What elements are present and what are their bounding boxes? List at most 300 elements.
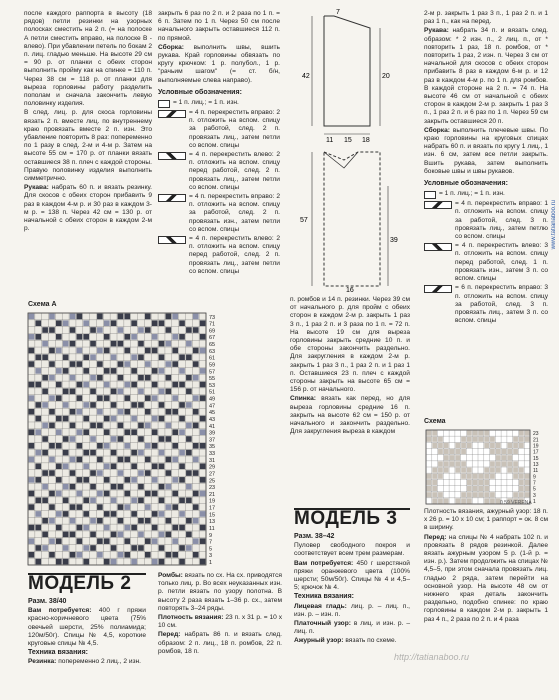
schema-a-cell <box>35 511 41 517</box>
schema-a-cell <box>63 463 69 469</box>
schema-b-cell <box>479 437 484 442</box>
schema-a-cell <box>124 361 130 367</box>
schema-a-cell <box>90 423 96 429</box>
schema-b-cell <box>467 486 472 491</box>
lic-label: Лицевая гладь: <box>294 602 347 610</box>
schema-a-cell <box>118 361 124 367</box>
schema-a-cell <box>56 463 62 469</box>
schema-a-cell <box>42 436 48 442</box>
schema-a-cell <box>70 518 76 524</box>
schema-b-cell <box>432 443 437 448</box>
schema-b-cell <box>455 455 460 460</box>
schema-a-cell <box>124 334 130 340</box>
schema-a-cell <box>90 497 96 503</box>
schema-a-cell <box>131 450 137 456</box>
corner-mark: www.tatianaboo.ru <box>551 200 557 250</box>
schema-a-cell <box>159 320 165 326</box>
schema-a-cell <box>77 409 83 415</box>
schema-b-cell <box>490 498 495 503</box>
schema-a-row-label: 37 <box>209 437 216 444</box>
schema-b-row-label: 11 <box>533 468 539 475</box>
schema-a-cell <box>118 389 124 395</box>
schema-a-cell <box>166 341 172 347</box>
schema-a-cell <box>63 450 69 456</box>
col4-legend-row <box>424 190 548 199</box>
schema-a-cell <box>111 511 117 517</box>
schema-a-cell <box>83 354 89 360</box>
schema-b-cell <box>461 461 466 466</box>
schema-a-cell <box>35 450 41 456</box>
schema-a-cell <box>131 368 137 374</box>
schema-a-cell <box>77 525 83 531</box>
model-2-title: МОДЕЛЬ 2 <box>28 573 132 594</box>
schema-a-cell <box>111 416 117 422</box>
schema-a-row-label: 17 <box>209 505 216 512</box>
schema-a-cell <box>138 470 144 476</box>
schema-a-cell <box>111 463 117 469</box>
schema-a-row-label: 73 <box>209 314 216 321</box>
schema-a-cell <box>49 552 55 558</box>
schema-a-cell <box>56 348 62 354</box>
schema-a-cell <box>90 470 96 476</box>
schema-b-cell <box>519 437 524 442</box>
col4-legend-title: Условные обозначения: <box>424 180 508 188</box>
schema-a-cell <box>159 402 165 408</box>
col2-legend-row <box>158 151 280 192</box>
schema-b-cell <box>513 437 518 442</box>
schema-b-cell <box>432 437 437 442</box>
schema-a-cell <box>131 354 137 360</box>
schema-a-cell <box>83 402 89 408</box>
schema-a-cell <box>186 532 192 538</box>
col2-legend-row <box>158 99 280 108</box>
schema-a-cell <box>145 443 151 449</box>
schema-b-cell <box>444 443 449 448</box>
schema-a-cell <box>42 402 48 408</box>
schema-a-cell <box>179 525 185 531</box>
schema-a-row-label: 27 <box>209 471 216 478</box>
schema-a-cell <box>172 382 178 388</box>
schema-a-cell <box>104 525 110 531</box>
schema-a-cell <box>152 511 158 517</box>
schema-a-cell <box>77 491 83 497</box>
schema-a-row-label: 1 <box>209 560 213 566</box>
schema-a-cell <box>70 327 76 333</box>
schema-a-cell <box>138 497 144 503</box>
schema-b-cell <box>450 455 455 460</box>
schema-a-cell <box>104 368 110 374</box>
schema-a-cell <box>131 511 137 517</box>
schema-a-cell <box>179 354 185 360</box>
schema-b-cell <box>473 480 478 485</box>
schema-b-cell <box>467 437 472 442</box>
schema-a-cell <box>124 491 130 497</box>
col4-legend-text: = 1 п. лиц.; = 1 п. изн. <box>439 190 505 198</box>
schema-a-cell <box>97 395 103 401</box>
schema-a-cell <box>200 416 206 422</box>
schema-a-cell <box>63 497 69 503</box>
schema-b-cell <box>461 492 466 497</box>
schema-a-cell <box>111 532 117 538</box>
schema-a-cell <box>104 443 110 449</box>
schema-a-cell <box>56 395 62 401</box>
schema-a-row-label: 15 <box>209 512 216 519</box>
schema-b-cell <box>490 461 495 466</box>
col4-sborka-label: Сборка: <box>424 126 450 134</box>
schema-a-cell <box>172 477 178 483</box>
schema-a-cell <box>166 327 172 333</box>
column-2 <box>158 10 280 277</box>
schema-b-cell <box>525 431 530 436</box>
schema-b-row-label: 17 <box>533 449 539 456</box>
schema-a-cell <box>70 375 76 381</box>
rukava-label: Рукава: <box>24 184 49 192</box>
schema-a-cell <box>124 457 130 463</box>
schema-a-cell <box>49 423 55 429</box>
schema-a-cell <box>179 368 185 374</box>
schema-a-cell <box>200 395 206 401</box>
schema-b-cell <box>496 449 501 454</box>
schema-a-cell <box>124 552 130 558</box>
schema-a-cell <box>83 320 89 326</box>
schema-a-cell <box>56 382 62 388</box>
schema-a-cell <box>29 525 35 531</box>
col2-legend-row <box>158 109 280 150</box>
schema-a-cell <box>83 368 89 374</box>
watermark: http://tatianaboo.ru <box>394 652 470 662</box>
schema-a-cell <box>42 450 48 456</box>
sleeve-label-15: 15 <box>344 137 352 144</box>
stitch-symbol-icon <box>424 201 452 209</box>
schema-b-cell <box>467 443 472 448</box>
schema-a-cell <box>35 320 41 326</box>
schema-a-cell <box>63 320 69 326</box>
schema-a-cell <box>124 409 130 415</box>
azh-text: вязать по схеме. <box>345 637 397 645</box>
schema-a-cell <box>77 552 83 558</box>
schema-a-cell <box>42 389 48 395</box>
schema-b-row-label: 15 <box>533 455 539 462</box>
schema-a-cell <box>35 368 41 374</box>
schema-a-cell <box>124 477 130 483</box>
schema-a-cell <box>111 497 117 503</box>
schema-b-cell <box>513 443 518 448</box>
schema-a-cell <box>77 457 83 463</box>
schema-a-cell <box>152 525 158 531</box>
schema-a-cell <box>186 402 192 408</box>
schema-a-cell <box>200 320 206 326</box>
schema-a-cell <box>63 354 69 360</box>
schema-b-cell <box>507 449 512 454</box>
schema-a-cell <box>63 416 69 422</box>
col2-legend-row <box>158 235 280 276</box>
schema-a-cell <box>145 395 151 401</box>
schema-b-cell <box>496 461 501 466</box>
schema-a-cell <box>70 552 76 558</box>
schema-a-cell <box>193 314 199 320</box>
model-3-technique: Техника вязания: <box>294 593 355 601</box>
schema-a-cell <box>118 409 124 415</box>
schema-b-cell <box>455 443 460 448</box>
schema-a-cell <box>200 429 206 435</box>
schema-a-row-label: 35 <box>209 444 216 451</box>
schema-a-cell <box>193 327 199 333</box>
schema-a-cell <box>159 484 165 490</box>
schema-a-cell <box>131 497 137 503</box>
schema-a-title: Схема А <box>28 301 57 308</box>
col2-legend-text: = 1 п. лиц.; = 1 п. изн. <box>173 99 239 107</box>
schema-b-cell <box>473 492 478 497</box>
schema-a-cell <box>179 477 185 483</box>
schema-a-row-label: 31 <box>209 457 216 464</box>
schema-a-row-label: 69 <box>209 328 216 335</box>
schema-a-cell <box>118 327 124 333</box>
schema-a-row-label: 53 <box>209 382 216 389</box>
schema-b-cell <box>450 461 455 466</box>
schema-a-cell <box>111 389 117 395</box>
schema-a-cell <box>200 559 206 565</box>
schema-a-cell <box>83 545 89 551</box>
schema-b-cell <box>507 455 512 460</box>
schema-a-cell <box>90 484 96 490</box>
schema-a-cell <box>97 409 103 415</box>
sleeve-label-11: 11 <box>326 137 334 144</box>
schema-a-cell <box>49 470 55 476</box>
schema-b-cell <box>484 486 489 491</box>
schema-a-cell <box>166 470 172 476</box>
schema-a-cell <box>152 320 158 326</box>
schema-a-cell <box>42 545 48 551</box>
schema-a-cell <box>193 518 199 524</box>
schema-b-cell <box>427 474 432 479</box>
schema-a-cell <box>152 559 158 565</box>
schema-a-cell <box>29 504 35 510</box>
schema-a-cell <box>131 382 137 388</box>
schema-a-cell <box>118 375 124 381</box>
schema-a-cell <box>56 559 62 565</box>
schema-a-cell <box>29 491 35 497</box>
schema-a-cell <box>172 429 178 435</box>
schema-a-cell <box>138 450 144 456</box>
schema-b-cell <box>484 474 489 479</box>
schema-a-cell <box>77 504 83 510</box>
schema-a-cell <box>104 429 110 435</box>
schema-a-cell <box>200 538 206 544</box>
schema-a-cell <box>70 532 76 538</box>
schema-a-cell <box>172 443 178 449</box>
schema-b-cell <box>438 437 443 442</box>
schema-a-cell <box>77 314 83 320</box>
schema-a-cell <box>152 477 158 483</box>
schema-a-cell <box>118 532 124 538</box>
model-3-intro: Пуловер свободного покроя и соответствует всем трем размерам. <box>294 542 410 558</box>
schema-a-cell <box>124 395 130 401</box>
schema-a-cell <box>97 470 103 476</box>
schema-a-cell <box>56 443 62 449</box>
schema-a-cell <box>159 497 165 503</box>
schema-a-cell <box>63 436 69 442</box>
col4-rukava-label: Рукава: <box>424 27 449 35</box>
col4-rukava-text: набрать 34 п. и вязать след. образом: * 2 изн. п., 2 лиц. п., от * повторить 1 раз, 18 п. ромбов, от * повторить 1 раз, 2 изн. п. Через 3 см от начальной для скосов с обеих сторон прибавить 8 раз в каждом 6-м р. и 12 раз в каждом 4-м р. по 1 п. для ромбов. В каждой стороне на 2 п. = 74 п. На высоте 46 см от начальной с обеих сторон в каждом 2-м р. закрыть 1 раз 3 п., 1 раз 2 п. и 6 раз по 1 п. Через 59 см закрыть оставшиеся 20 п. <box>424 27 548 125</box>
schema-a-cell <box>152 429 158 435</box>
schema-a-row-label: 13 <box>209 519 216 526</box>
schema-a-row-label: 11 <box>209 525 215 532</box>
schema-b-cell <box>507 443 512 448</box>
schema-b-cell <box>438 468 443 473</box>
pattern-paragraph-1: п. ромбов и 14 п. резинки. Через 39 см от начального р. для пройм с обеих сторон в каждом 2-м р. закрыть 1 раз 3 п., 1 раз 2 п. и 3 раза по 1 п. = 72 п. На высоте 19 см для выреза горловины закрыть средние 10 п. и обе стороны закончить раздельно. Для закругления в каждом 2-м р. закрыть 1 раз 3 п., 1 раз 2 п. и 1 раз 1 п. Оставшиеся 23 п. плеч с каждой стороны закрыть на высоте 65 см = 156 р. от начального. <box>290 296 410 394</box>
schema-a-cell <box>193 552 199 558</box>
schema-a-row-label: 39 <box>209 430 216 437</box>
stitch-symbol-icon <box>424 191 436 199</box>
schema-b-cell <box>490 449 495 454</box>
schema-a-cell <box>118 436 124 442</box>
schema-a-cell <box>172 361 178 367</box>
schema-a-cell <box>70 341 76 347</box>
schema-b-cell <box>432 431 437 436</box>
schema-a-cell <box>172 504 178 510</box>
schema-b-cell <box>496 443 501 448</box>
schema-a-cell <box>104 559 110 565</box>
schema-a-cell <box>186 484 192 490</box>
schema-a-cell <box>200 477 206 483</box>
col4-pered-label: Перед: <box>424 533 447 541</box>
schema-b-cell <box>479 492 484 497</box>
schema-a-cell <box>63 559 69 565</box>
schema-a-cell <box>83 559 89 565</box>
schema-a-cell <box>152 416 158 422</box>
model-2-materials-label: Вам потребуется: <box>28 607 92 615</box>
schema-a-cell <box>111 320 117 326</box>
body-label-39: 39 <box>390 237 398 244</box>
schema-a-cell <box>179 429 185 435</box>
schema-a-cell <box>63 545 69 551</box>
schema-a-cell <box>70 484 76 490</box>
schema-b-cell <box>519 474 524 479</box>
schema-a-cell <box>166 409 172 415</box>
plat-label: Платочный узор: <box>294 620 351 628</box>
col4-legend-row <box>424 242 548 283</box>
schema-b-cell <box>427 492 432 497</box>
schema-a-cell <box>111 450 117 456</box>
schema-b-cell <box>484 431 489 436</box>
schema-b-grid <box>424 428 548 508</box>
schema-a-cell <box>111 545 117 551</box>
schema-a-cell <box>49 348 55 354</box>
schema-b-cell <box>479 431 484 436</box>
schema-a-cell <box>118 518 124 524</box>
schema-a-cell <box>145 348 151 354</box>
schema-a-cell <box>97 327 103 333</box>
schema-b-cell <box>455 449 460 454</box>
model-3-block <box>294 533 410 647</box>
schema-a-cell <box>77 443 83 449</box>
schema-a-row-label: 19 <box>209 498 216 505</box>
schema-b-cell <box>525 486 530 491</box>
schema-a-row-label: 41 <box>209 423 216 430</box>
rombi-text: вязать по сх. На сх. приводятся только лиц. р. Во всех неуказанных изн. р. петли вязать по узору полотна. В высоту 2 раза вязать 1–36 р. сх., затем повторять 3–24 ряды. <box>158 572 282 612</box>
body-label-57: 57 <box>300 217 308 224</box>
schema-a-cell <box>159 354 165 360</box>
schema-b-cell <box>438 474 443 479</box>
schema-a-cell <box>200 382 206 388</box>
schema-b-cell <box>444 455 449 460</box>
schema-a-cell <box>29 361 35 367</box>
schema-a-cell <box>179 511 185 517</box>
schema-b-cell <box>525 480 530 485</box>
schema-a-row-label: 61 <box>209 355 216 362</box>
schema-a-cell <box>77 429 83 435</box>
schema-b-cell <box>432 498 437 503</box>
schema-b-cell <box>461 498 466 503</box>
col4-density: Плотность вязания, ажурный узор: 18 п. х 26 р. = 10 х 10 см; 1 раппорт = ок. 8 см в ширину. <box>424 508 548 532</box>
schema-a-cell <box>118 484 124 490</box>
schema-a-cell <box>97 361 103 367</box>
schema-a-cell <box>166 361 172 367</box>
schema-a-cell <box>200 334 206 340</box>
schema-b-cell <box>507 468 512 473</box>
schema-a-cell <box>90 450 96 456</box>
schema-a-cell <box>35 382 41 388</box>
schema-a-cell <box>97 491 103 497</box>
schema-b-cell <box>473 431 478 436</box>
schema-b-cell <box>484 492 489 497</box>
schema-a-cell <box>111 402 117 408</box>
schema-a-cell <box>42 497 48 503</box>
schema-a-cell <box>111 341 117 347</box>
schema-a-cell <box>29 348 35 354</box>
sleeve-schematic <box>288 8 400 148</box>
stitch-symbol-icon <box>424 285 452 293</box>
col2-legend-text: = 4 п. перекрестить вправо: 2 п. отложить на вспом. спицу за работой, след. 2 п. провязать изн., затем петли со вспом. спицы <box>189 193 280 233</box>
sborka-text: выполнить швы, вшить рукава. Край горловины обвязать по кругу крючком: 1 р. полубол., 1 р. "рачьим шагом" (= ст. б/н, выполняемые слева направо). <box>158 43 280 84</box>
schema-a-cell <box>131 429 137 435</box>
schema-a-cell <box>104 491 110 497</box>
schema-a-cell <box>145 470 151 476</box>
schema-a-cell <box>179 382 185 388</box>
col4-legend-text: = 4 п. перекрестить вправо: 1 п. отложить на вспом. спицу за работой, след. 3 п. провязать лиц., затем петлю со вспом. спицы <box>455 200 548 241</box>
schema-a-cell <box>166 504 172 510</box>
schema-b-cell <box>444 498 449 503</box>
schema-a-cell <box>166 518 172 524</box>
schema-b-cell <box>461 443 466 448</box>
schema-b-cell <box>519 486 524 491</box>
schema-a-cell <box>186 450 192 456</box>
column-4-bottom <box>424 508 548 625</box>
schema-a-cell <box>42 341 48 347</box>
schema-a-cell <box>145 504 151 510</box>
schema-a-cell <box>35 525 41 531</box>
schema-a-cell <box>29 314 35 320</box>
schema-a-cell <box>97 314 103 320</box>
schema-a-cell <box>97 423 103 429</box>
rezinka-text: попеременно 2 лиц., 2 изн. <box>58 658 142 666</box>
schema-a-cell <box>104 348 110 354</box>
schema-a-cell <box>138 402 144 408</box>
schema-b-row-label: 5 <box>533 486 536 493</box>
col4-paragraph-1: 2-м р. закрыть 1 раз 3 п., 1 раз 2 п. и 1 раз 1 п., как на перед. <box>424 10 548 26</box>
schema-a-cell <box>172 552 178 558</box>
schema-a-cell <box>200 525 206 531</box>
schema-a-cell <box>152 395 158 401</box>
schema-a-cell <box>104 511 110 517</box>
schema-a-cell <box>63 341 69 347</box>
schema-b-cell <box>444 449 449 454</box>
schema-a-cell <box>90 436 96 442</box>
schema-b-row-label: 13 <box>533 462 539 468</box>
schema-a-cell <box>131 416 137 422</box>
schema-a-cell <box>166 423 172 429</box>
schema-a-cell <box>179 416 185 422</box>
